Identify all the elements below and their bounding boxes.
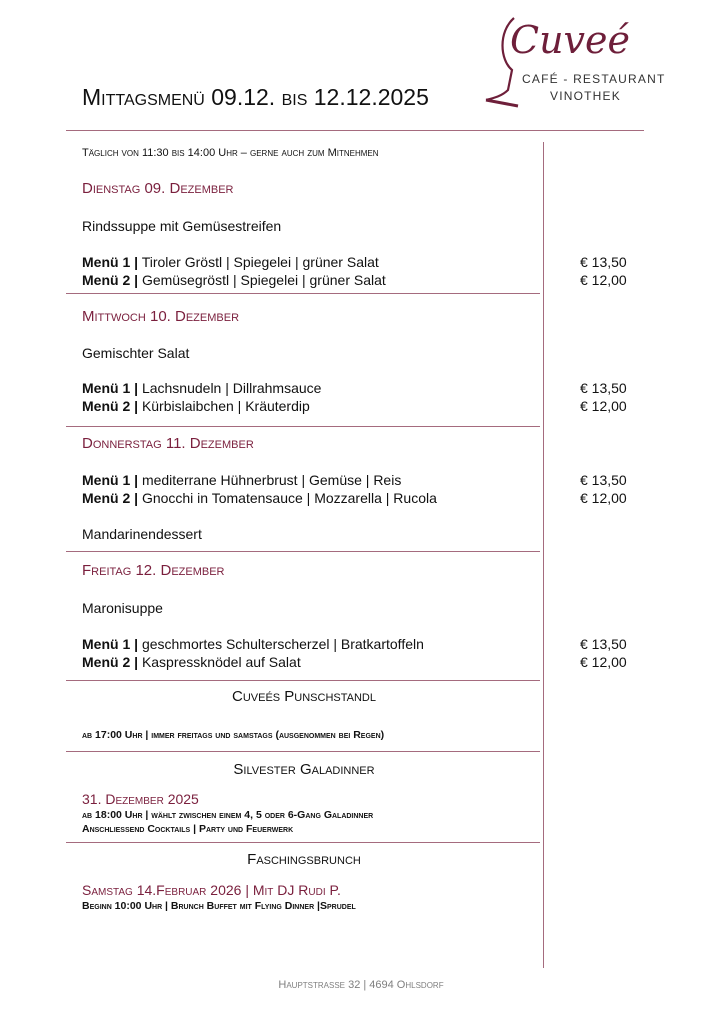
menu-dish: Gnocchi in Tomatensauce | Mozzarella | Rucola	[141, 490, 437, 506]
menu-price: € 13,50	[580, 472, 627, 488]
logo-vinothek: VINOTHEK	[550, 89, 621, 103]
day-heading: Mittwoch 10. Dezember	[82, 308, 240, 325]
silvester-info-2: Anschließend Cocktails | Party und Feuerwerk	[82, 823, 294, 835]
menu-label: Menü 1 |	[82, 472, 139, 488]
punsch-title: Cuveés Punschstandl	[232, 688, 376, 705]
menu-price: € 12,00	[580, 398, 627, 414]
menu-price: € 12,00	[580, 654, 627, 670]
day-starter: Gemischter Salat	[82, 345, 190, 361]
menu-label: Menü 2 |	[82, 272, 139, 288]
menu-item	[82, 254, 379, 270]
silvester-date: 31. Dezember 2025	[82, 791, 199, 807]
menu-dish: mediterrane Hühnerbrust | Gemüse | Reis	[141, 472, 402, 488]
menu-label: Menü 2 |	[82, 398, 139, 414]
menu-item	[82, 398, 310, 414]
menu-price: € 12,00	[580, 490, 627, 506]
menu-item	[82, 472, 401, 488]
menu-dish: geschmortes Schulterscherzel | Bratkartoffeln	[141, 636, 424, 652]
menu-label: Menü 1 |	[82, 254, 139, 270]
logo-script: Cuveé	[510, 18, 630, 62]
menu-price: € 13,50	[580, 254, 627, 270]
menu-price: € 13,50	[580, 380, 627, 396]
menu-price: € 12,00	[580, 272, 627, 288]
logo-subtitle: CAFÉ - RESTAURANT	[522, 72, 666, 86]
section-divider	[66, 680, 540, 681]
punsch-info: ab 17:00 Uhr | immer freitags und samstags (ausgenommen bei Regen)	[82, 729, 385, 741]
day-heading: Dienstag 09. Dezember	[82, 180, 234, 197]
day-dessert: Mandarinendessert	[82, 526, 202, 542]
page-title: Mittagsmenü 09.12. bis 12.12.2025	[82, 84, 429, 110]
menu-dish: Tiroler Gröstl | Spiegelei | grüner Salat	[141, 254, 379, 270]
fasching-title: Faschingsbrunch	[247, 851, 361, 868]
fasching-date: Samstag 14.Februar 2026 | Mit DJ Rudi P.	[82, 882, 341, 898]
silvester-title: Silvester Galadinner	[233, 761, 375, 778]
header-divider	[66, 130, 644, 131]
section-divider	[66, 293, 540, 294]
menu-label: Menü 1 |	[82, 380, 139, 396]
section-divider	[66, 426, 540, 427]
menu-label: Menü 2 |	[82, 490, 139, 506]
menu-label: Menü 2 |	[82, 654, 139, 670]
menu-item	[82, 272, 386, 288]
section-divider	[66, 751, 540, 752]
silvester-info: ab 18:00 Uhr | wählt zwischen einem 4, 5 oder 6-Gang Galadinner	[82, 809, 374, 821]
day-starter: Rindssuppe mit Gemüsestreifen	[82, 218, 282, 234]
fasching-info: Beginn 10:00 Uhr | Brunch Buffet mit Flying Dinner |Sprudel	[82, 900, 356, 912]
footer-address: Hauptstraße 32 | 4694 Ohlsdorf	[278, 979, 444, 991]
menu-price: € 13,50	[580, 636, 627, 652]
menu-item	[82, 654, 301, 670]
day-heading: Donnerstag 11. Dezember	[82, 435, 254, 452]
menu-dish: Kaspressknödel auf Salat	[141, 654, 301, 670]
menu-label: Menü 1 |	[82, 636, 139, 652]
menu-dish: Gemüsegröstl | Spiegelei | grüner Salat	[141, 272, 386, 288]
menu-item	[82, 636, 424, 652]
opening-hours-note: Täglich von 11:30 bis 14:00 Uhr – gerne auch zum Mitnehmen	[82, 147, 379, 159]
section-divider	[66, 842, 540, 843]
section-divider	[66, 551, 540, 552]
menu-dish: Lachsnudeln | Dillrahmsauce	[141, 380, 322, 396]
day-heading: Freitag 12. Dezember	[82, 562, 225, 579]
price-column-divider	[543, 142, 544, 968]
menu-item	[82, 380, 321, 396]
menu-item	[82, 490, 437, 506]
menu-dish: Kürbislaibchen | Kräuterdip	[141, 398, 310, 414]
day-starter: Maronisuppe	[82, 600, 163, 616]
